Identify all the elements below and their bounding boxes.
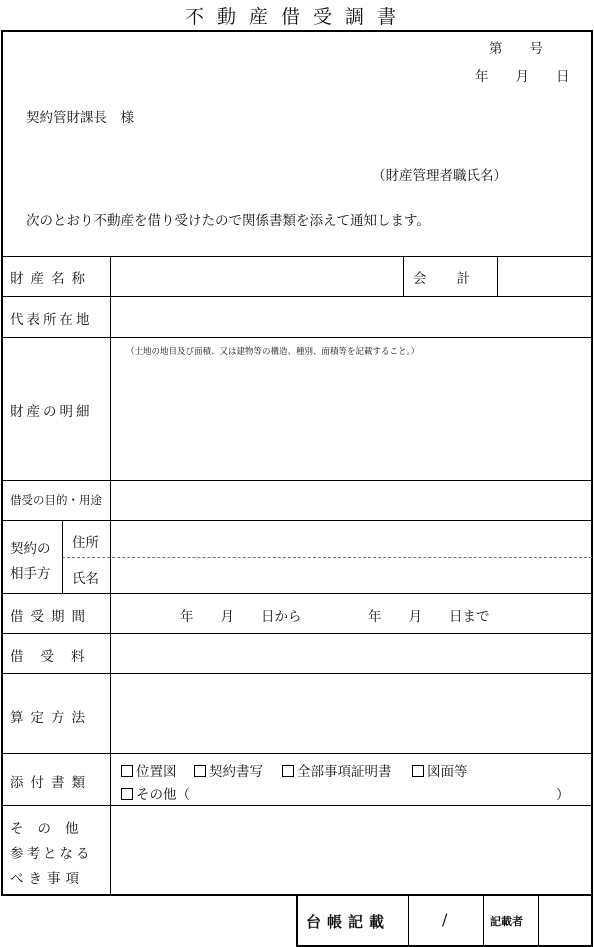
label-property-name: 財産名称 [10,271,92,287]
frame-right [591,30,593,947]
label-address: 住所 [72,535,99,551]
checkbox-icon[interactable] [282,765,294,777]
checkbox-icon[interactable] [194,765,206,777]
label-party-1: 契約の [10,541,51,557]
label-period: 借受期間 [10,609,92,625]
number-label: 第 号 [489,41,543,57]
details-note: （土地の地目及び面積、又は建物等の構造、種別、面積等を記載すること。） [126,347,420,357]
attach-other-close: ） [556,787,570,803]
notice-statement: 次のとおり不動産を借り受けたので関係書類を添えて通知します。 [26,213,430,229]
attach-option-registry-cert[interactable]: 全部事項証明書 [282,760,392,780]
attach-option-contract-copy[interactable]: 契約書写 [194,760,263,780]
ledger-slash: / [442,910,448,929]
label-fee: 借受料 [10,649,102,665]
frame-top [1,30,593,32]
label-other-1: その他 [10,821,93,837]
form-title: 不動産借受調書 [184,6,409,28]
label-details: 財産の明細 [10,404,93,420]
label-purpose: 借受の目的・用途 [10,493,102,507]
checkbox-icon[interactable] [121,788,133,800]
label-other-2: 参考となる [10,846,93,862]
label-name: 氏名 [72,571,99,587]
date-label: 年 月 日 [475,69,570,85]
checkbox-icon[interactable] [121,765,133,777]
label-attachments: 添付書類 [10,775,92,791]
frame-left [1,30,3,895]
manager-name: （財産管理者職氏名） [372,168,507,184]
attach-option-drawings[interactable]: 図面等 [412,760,468,780]
period-to: 年 月 日まで [368,609,490,625]
label-party-2: 相手方 [10,566,51,582]
attach-option-other[interactable]: その他（ [121,783,190,803]
attach-option-location-map[interactable]: 位置図 [121,760,177,780]
ledger-label: 台帳記載 [306,913,391,931]
addressee: 契約管財課長 様 [26,110,134,126]
label-location: 代表所在地 [10,312,93,328]
ledger-recorder: 記載者 [490,915,523,928]
period-from: 年 月 日から [180,609,302,625]
label-other-3: べき事項 [10,871,84,887]
checkbox-icon[interactable] [412,765,424,777]
label-calc: 算定方法 [10,710,92,726]
label-account: 会計 [413,271,500,287]
